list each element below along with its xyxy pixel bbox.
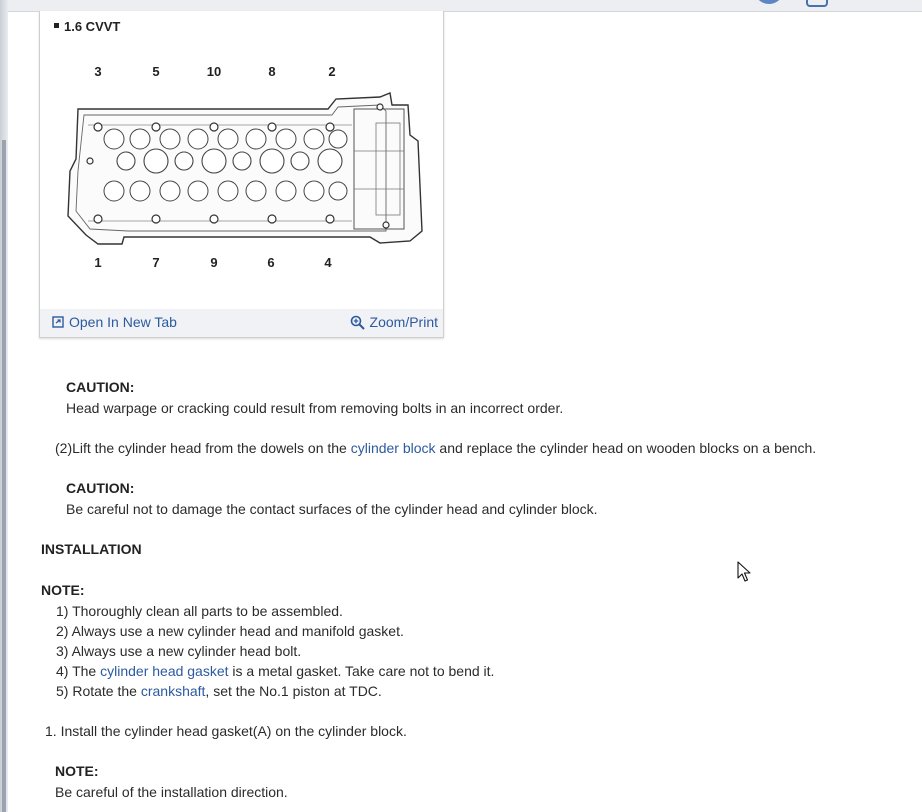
dowel (377, 104, 383, 110)
note-item-5 (56, 681, 382, 701)
cam-bearing (276, 129, 296, 149)
mouse-pointer-icon (737, 561, 751, 583)
note-b-title: NOTE: (55, 763, 99, 779)
crankshaft-link[interactable]: crankshaft (140, 683, 206, 699)
note5-prefix: 5) Rotate the (56, 683, 141, 699)
caution2-text: Be careful not to damage the contact surfaces of the cylinder head and cylinder block. (66, 501, 598, 517)
head-bolt (268, 215, 276, 223)
bolt-number-top: 10 (206, 64, 222, 79)
open-in-new-tab-link[interactable] (52, 314, 177, 330)
cylinder-head-figure (39, 11, 444, 338)
left-scroll-edge (0, 0, 8, 812)
bolt-number-bottom: 4 (324, 255, 332, 270)
bolt-number-bottom: 7 (152, 255, 160, 270)
head-bolt (94, 123, 102, 131)
cam-bearing (160, 181, 180, 201)
avatar[interactable] (754, 0, 784, 4)
plug-bore (291, 152, 309, 170)
bolt-number-top: 8 (268, 64, 276, 79)
head-bolt (152, 215, 160, 223)
zoom-print-label: Zoom/Print (369, 314, 438, 330)
cam-bearing (246, 129, 266, 149)
note-b-text: Be careful of the installation direction. (55, 784, 288, 800)
head-bolt (210, 123, 218, 131)
cam-bearing (104, 129, 124, 149)
note4-suffix: is a metal gasket. Take care not to bend it. (228, 663, 495, 679)
step2-suffix: and replace the cylinder head on wooden blocks on a bench. (435, 440, 817, 456)
cam-bearing (218, 181, 238, 201)
step2-prefix: (2)Lift the cylinder head from the dowels on the (55, 440, 351, 456)
cylinder-head-diagram (40, 11, 443, 311)
open-in-new-tab-icon (52, 316, 64, 328)
cam-bearing (218, 129, 238, 149)
note-title: NOTE: (41, 582, 85, 598)
head-bolt (326, 215, 334, 223)
bolt-number-top: 2 (328, 64, 336, 79)
install-step-1: 1. Install the cylinder head gasket(A) on the cylinder block. (45, 723, 407, 739)
note-item-1: 1) Thoroughly clean all parts to be assembled. (56, 603, 343, 619)
note-item-4 (56, 661, 494, 681)
dowel (87, 158, 93, 164)
head-bolt (94, 215, 102, 223)
caution1-text: Head warpage or cracking could result from removing bolts in an incorrect order. (66, 400, 564, 416)
head-bolt (152, 123, 160, 131)
plug-bore (260, 149, 284, 173)
head-bolt (210, 215, 218, 223)
cam-bearing (276, 181, 296, 201)
cam-bearing (130, 129, 150, 149)
cam-bearing (188, 181, 208, 201)
cam-bearing (329, 182, 347, 200)
caution2-title: CAUTION: (66, 480, 135, 496)
note4-prefix: 4) The (56, 663, 101, 679)
figure-title-text: 1.6 CVVT (64, 19, 121, 34)
note-item-2: 2) Always use a new cylinder head and manifold gasket. (56, 623, 404, 639)
bolt-number-top: 5 (152, 64, 160, 79)
left-edge-shade (2, 140, 6, 812)
note5-suffix: , set the No.1 piston at TDC. (205, 683, 382, 699)
bolt-number-top: 3 (94, 64, 102, 79)
cam-bearing (130, 181, 150, 201)
plug-bore (233, 152, 251, 170)
step2-text (55, 438, 816, 458)
cylinder-head-gasket-link[interactable]: cylinder head gasket (100, 663, 229, 679)
cam-bearing (160, 129, 180, 149)
cam-bearing (104, 181, 124, 201)
note-item-3: 3) Always use a new cylinder head bolt. (56, 643, 302, 659)
zoom-print-link[interactable] (350, 314, 438, 330)
dowel (383, 222, 389, 228)
plug-bore (202, 149, 226, 173)
caution1-title: CAUTION: (66, 379, 135, 395)
cylinder-block-link[interactable]: cylinder block (350, 440, 436, 456)
open-in-new-tab-label: Open In New Tab (69, 314, 177, 330)
figure-footer (40, 309, 443, 337)
cam-bearing (188, 129, 208, 149)
head-bolt (268, 123, 276, 131)
magnifier-plus-icon (350, 315, 365, 330)
plug-bore (117, 152, 135, 170)
head-bolt (326, 123, 334, 131)
installation-heading: INSTALLATION (41, 541, 142, 557)
plug-bore (144, 149, 168, 173)
plug-bore (175, 152, 193, 170)
profile-icon[interactable] (806, 0, 828, 7)
cam-bearing (304, 181, 324, 201)
bolt-number-bottom: 6 (267, 255, 275, 270)
plug-bore (318, 149, 342, 173)
cam-bearing (329, 130, 347, 148)
bolt-number-bottom: 9 (210, 255, 218, 270)
cam-bearing (304, 129, 324, 149)
bolt-number-bottom: 1 (94, 255, 102, 270)
cam-bearing (246, 181, 266, 201)
